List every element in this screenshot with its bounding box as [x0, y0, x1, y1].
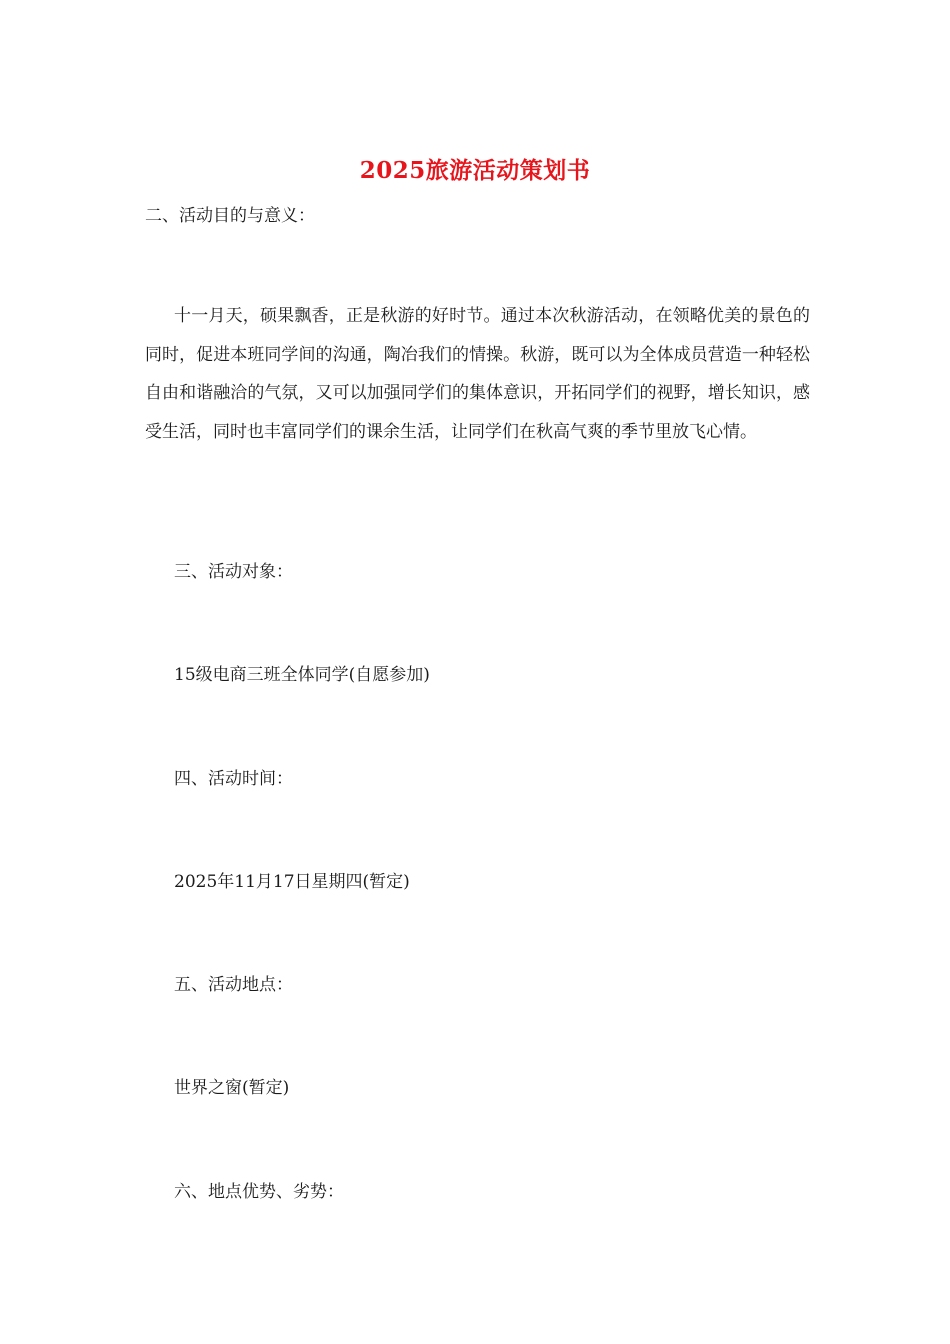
location-content: 世界之窗(暂定) [174, 1078, 290, 1098]
participants-content: 15级电商三班全体同学(自愿参加) [174, 665, 430, 685]
section-heading-purpose: 二、活动目的与意义： [145, 206, 315, 226]
section-heading-time: 四、活动时间： [174, 769, 293, 789]
section-heading-participants: 三、活动对象： [174, 562, 293, 582]
section-heading-pros-cons: 六、地点优势、劣势： [174, 1182, 344, 1202]
document-title: 2025旅游活动策划书 [359, 157, 591, 184]
purpose-paragraph: 十一月天，硕果飘香，正是秋游的好时节。通过本次秋游活动，在领略优美的景色的同时，促进本班同学间的沟通，陶冶我们的情操。秋游，既可以为全体成员营造一种轻松自由和谐融洽的气氛，又可以加强同学们的集体意识，开拓同学们的视野，增长知识，感受生活，同时也丰富同学们的课余生活，让同学们在秋高气爽的季节里放飞心情。 [145, 306, 810, 442]
time-content: 2025年11月17日星期四(暂定) [174, 872, 410, 892]
section-heading-location: 五、活动地点： [174, 975, 293, 995]
